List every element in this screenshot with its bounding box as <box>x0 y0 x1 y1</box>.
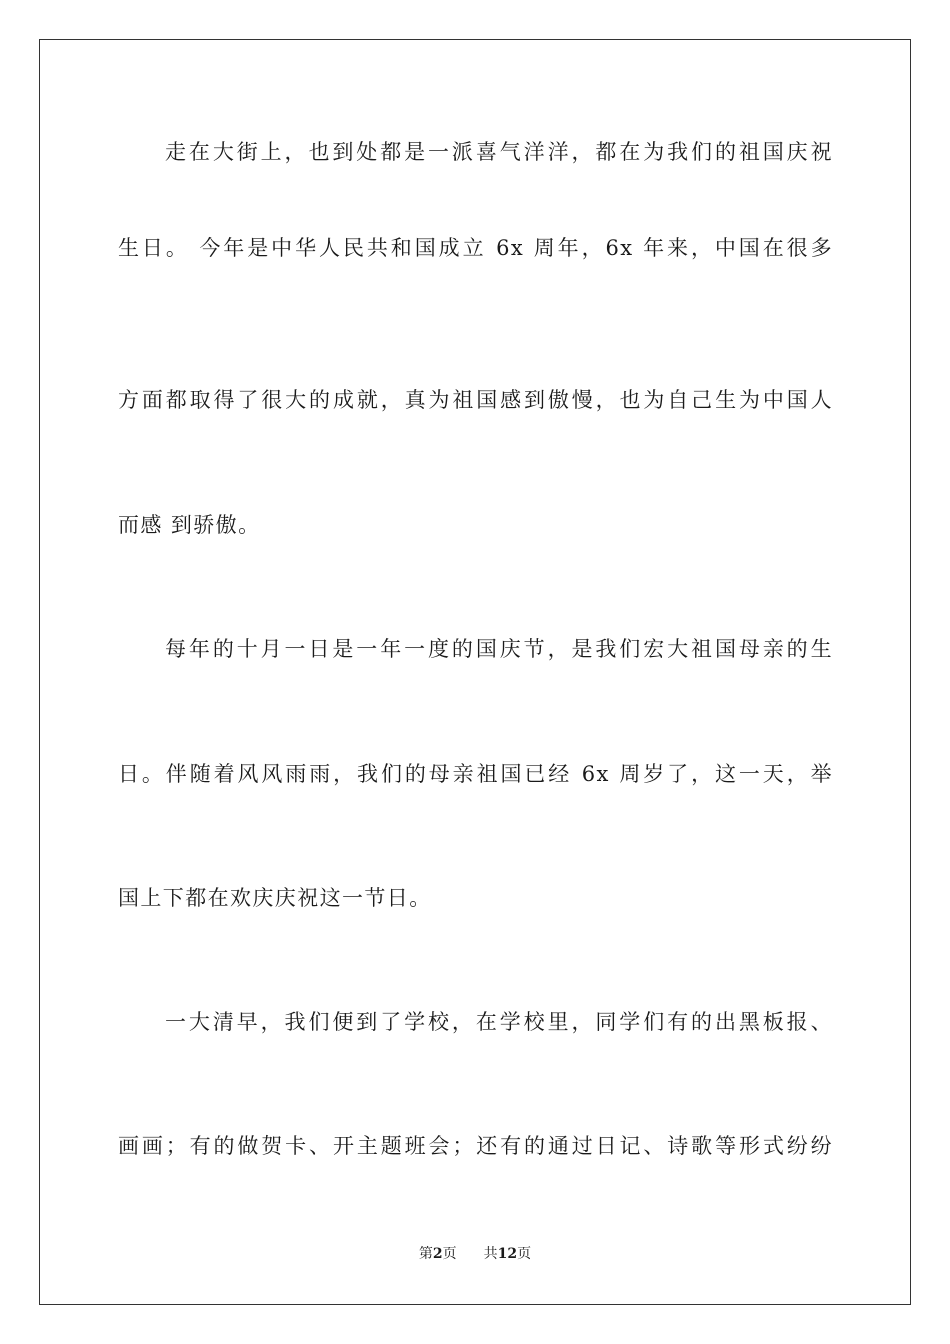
paragraph-1-line-3: 方面都取得了很大的成就，真为祖国感到傲慢，也为自己生为中国人 <box>118 388 833 412</box>
total-pages: 12 <box>497 1246 518 1262</box>
paragraph-3-line-1: 一大清早，我们便到了学校，在学校里，同学们有的出黑板报、 <box>165 1010 833 1034</box>
page-prefix: 第 <box>418 1246 433 1262</box>
paragraph-3-line-2: 画画；有的做贺卡、开主题班会；还有的通过日记、诗歌等形式纷纷 <box>118 1134 833 1158</box>
paragraph-1-line-1: 走在大街上，也到处都是一派喜气洋洋，都在为我们的祖国庆祝 <box>165 140 833 164</box>
page-footer <box>0 1244 950 1264</box>
paragraph-2-line-1: 每年的十月一日是一年一度的国庆节，是我们宏大祖国母亲的生 <box>165 637 833 661</box>
page-number: 2 <box>432 1246 443 1262</box>
page-suffix: 页 <box>442 1246 457 1262</box>
total-suffix: 页 <box>517 1246 532 1262</box>
paragraph-1-line-2: 生日。 今年是中华人民共和国成立 6x 周年，6x 年来，中国在很多 <box>118 236 833 260</box>
paragraph-2-line-2: 日。伴随着风风雨雨，我们的母亲祖国已经 6x 周岁了，这一天，举 <box>118 762 833 786</box>
page-frame <box>39 39 911 1305</box>
paragraph-2-line-3: 国上下都在欢庆庆祝这一节日。 <box>118 886 432 910</box>
total-prefix: 共 <box>483 1246 498 1262</box>
paragraph-1-line-4: 而感 到骄傲。 <box>118 513 261 537</box>
